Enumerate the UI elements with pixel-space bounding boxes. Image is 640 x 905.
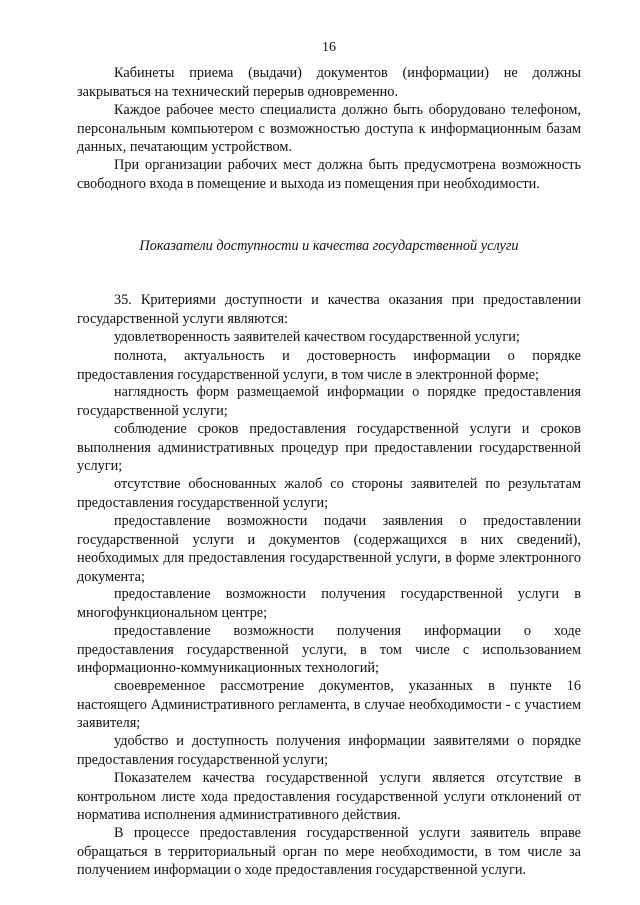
criterion-deadlines: соблюдение сроков предоставления государственной услуги и сроков выполнения административных процедур при предоставлении государственной услуги; xyxy=(77,421,581,474)
criterion-visibility: наглядность форм размещаемой информации о порядке предоставления государственной услуги; xyxy=(77,384,581,419)
paragraph-applicant-rights: В процессе предоставления государственной услуги заявитель вправе обращаться в территориальный орган по мере необходимости, в том числе за получением информации о ходе предоставления государственной услуги. xyxy=(77,825,581,878)
criterion-satisfaction: удовлетворенность заявителей качеством государственной услуги; xyxy=(114,329,520,345)
paragraph-workplace-organization: При организации рабочих мест должна быть предусмотрена возможность свободного входа в помещение и выхода из помещения при необходимости. xyxy=(77,157,581,192)
criterion-multifunctional-center: предоставление возможности получения государственной услуги в многофункциональном центре; xyxy=(77,586,581,621)
paragraph-quality-indicator: Показателем качества государственной услуги является отсутствие в контрольном листе хода предоставления государственной услуги отклонений от норматива исполнения административного действия. xyxy=(77,770,581,823)
paragraph-cabinets-reception: Кабинеты приема (выдачи) документов (информации) не должны закрываться на технический перерыв одновременно. xyxy=(77,65,581,100)
criterion-completeness: полнота, актуальность и достоверность информации о порядке предоставления государственной услуги, в том числе в электронной форме; xyxy=(77,348,581,383)
section-heading: Показатели доступности и качества государственной услуги xyxy=(139,238,519,254)
criterion-convenience: удобство и доступность получения информации заявителями о порядке предоставления государственной услуги; xyxy=(77,733,581,768)
criterion-progress-information: предоставление возможности получения информации о ходе предоставления государственной услуги, в том числе с использованием информационно-коммуникационных технологий; xyxy=(77,623,581,676)
paragraph-criteria-intro: 35. Критериями доступности и качества оказания при предоставлении государственной услуги являются: xyxy=(77,292,581,327)
document-page xyxy=(77,0,581,905)
criterion-electronic-submission: предоставление возможности подачи заявления о предоставлении государственной услуги и документов (содержащихся в них сведений), необходимых для предоставления государственной услуги, в форме электронного документа; xyxy=(77,513,581,585)
criterion-timely-review: своевременное рассмотрение документов, указанных в пункте 16 настоящего Административного регламента, в случае необходимости - с участием заявителя; xyxy=(77,678,581,731)
page-number: 16 xyxy=(322,40,336,55)
paragraph-workplace-equipment: Каждое рабочее место специалиста должно быть оборудовано телефоном, персональным компьютером с возможностью доступа к информационным базам данных, печатающим устройством. xyxy=(77,102,581,155)
criterion-no-complaints: отсутствие обоснованных жалоб со стороны заявителей по результатам предоставления государственной услуги; xyxy=(77,476,581,511)
